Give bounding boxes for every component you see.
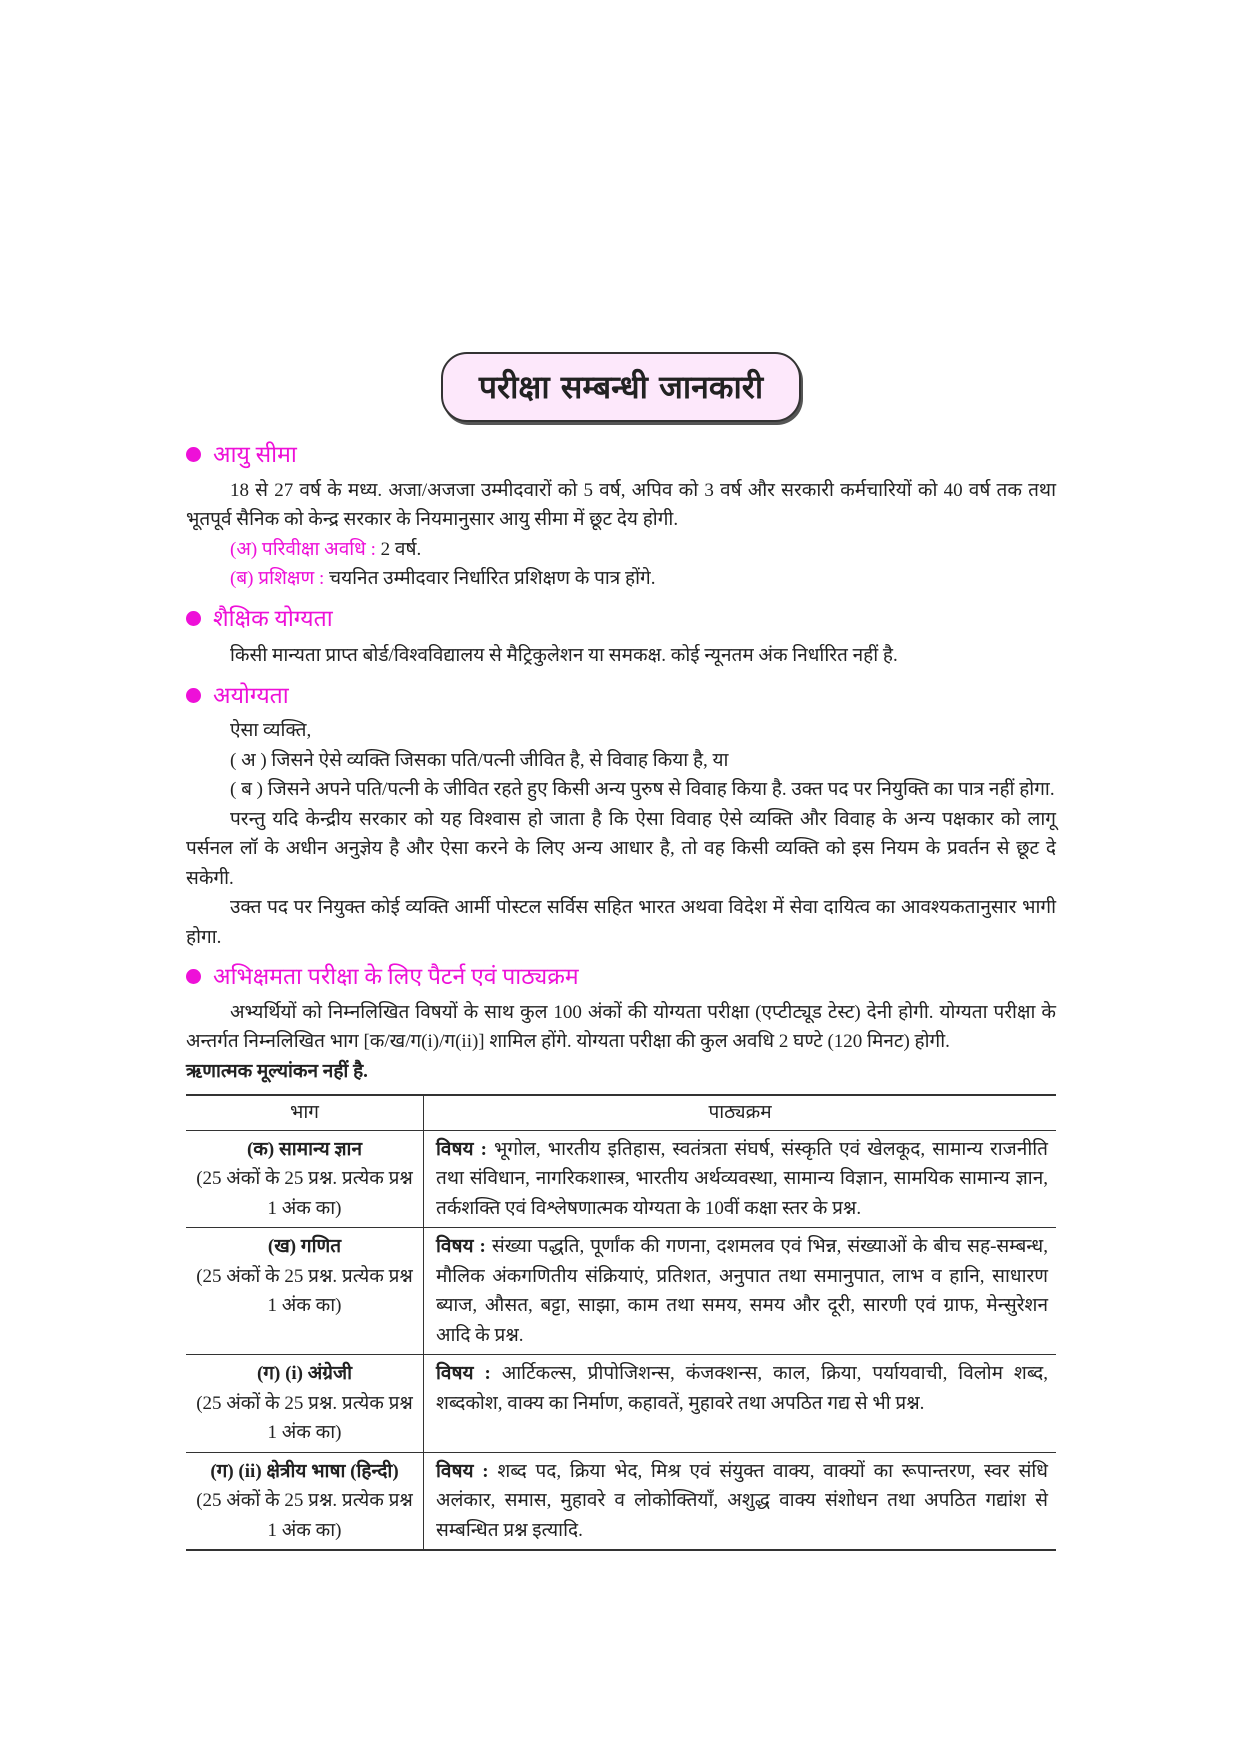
part-cell [186,1228,424,1355]
section-heading-age [186,440,1056,470]
page-title: परीक्षा सम्बन्धी जानकारी [441,352,801,422]
syllabus-text: भूगोल, भारतीय इतिहास, स्वतंत्रता संघर्ष, संस्कृति एवं खेलकूद, सामान्य राजनीति तथा संविधान, नागरिकशास्त्र, भारतीय अर्थव्यवस्था, सामान्य विज्ञान, सामयिक सामान्य ज्ञान, तर्कशक्ति एवं विश्लेषणात्मक योग्यता के 10वीं कक्षा स्तर के प्रश्न. [436,1138,1048,1219]
table-row [186,1130,1056,1228]
part-cell [186,1130,424,1228]
column-header: भाग [186,1095,424,1130]
syllabus-cell [424,1130,1057,1228]
bullet-icon [186,969,201,984]
part-marks: (25 अंकों के 25 प्रश्न. प्रत्येक प्रश्न 1 अंक का) [196,1490,413,1541]
part-name: (ग) (ii) क्षेत्रीय भाषा (हिन्दी) [210,1460,399,1482]
pattern-text: अभ्यर्थियों को निम्नलिखित विषयों के साथ कुल 100 अंकों की योग्यता परीक्षा (एप्टीट्यूड टेस्ट) देनी होगी. योग्यता परीक्षा के अन्तर्गत निम्नलिखित भाग [क/ख/ग(i)/ग(ii)] शामिल होंगे. योग्यता परीक्षा की कुल अवधि 2 घण्टे (120 मिनट) होगी. [186,1001,1056,1052]
training-label: (ब) प्रशिक्षण : [230,568,325,589]
syllabus-table [186,1094,1056,1551]
syllabus-text: आर्टिकल्स, प्रीपोजिशन्स, कंजक्शन्स, काल, क्रिया, पर्यायवाची, विलोम शब्द, शब्दकोश, वाक्य का निर्माण, कहावतें, मुहावरे तथा अपठित गद्य से भी प्रश्न. [436,1363,1048,1414]
syllabus-cell [424,1228,1057,1355]
disq-line: ऐसा व्यक्ति, [230,720,312,741]
heading-text: आयु सीमा [213,442,297,467]
section-heading-disqualification [186,681,1056,711]
part-name: (ग) (i) अंग्रेजी [256,1363,353,1384]
table-row [186,1228,1056,1355]
section-heading-education [186,604,1056,634]
part-marks: (25 अंकों के 25 प्रश्न. प्रत्येक प्रश्न 1 अंक का) [196,1168,413,1219]
syllabus-cell [424,1355,1057,1453]
bullet-icon [186,447,201,462]
pattern-note: ऋणात्मक मूल्यांकन नहीं है. [186,1060,368,1082]
disq-proviso: परन्तु यदि केन्द्रीय सरकार को यह विश्वास हो जाता है कि ऐसा विवाह ऐसे व्यक्ति और विवाह के अन्य पक्षकार को लागू पर्सनल लॉ के अधीन अनुज्ञेय है और ऐसा करने के लिए अन्य आधार है, तो वह किसी व्यक्ति को इस नियम के प्रवर्तन से छूट दे सकेगी. [186,808,1056,889]
probation-value: 2 वर्ष. [375,538,422,560]
heading-text: अभिक्षमता परीक्षा के लिए पैटर्न एवं पाठ्यक्रम [213,964,579,989]
part-name: (क) सामान्य ज्ञान [246,1138,363,1160]
column-header: पाठ्यक्रम [424,1095,1057,1130]
training-value: चयनित उम्मीदवार निर्धारित प्रशिक्षण के पात्र होंगे. [324,568,656,589]
syllabus-label: विषय : [436,1363,491,1384]
probation-label: (अ) परिवीक्षा अवधि : [230,538,376,560]
part-marks: (25 अंकों के 25 प्रश्न. प्रत्येक प्रश्न 1 अंक का) [196,1265,413,1316]
syllabus-label: विषय : [436,1236,486,1257]
syllabus-text: शब्द पद, क्रिया भेद, मिश्र एवं संयुक्त वाक्य, वाक्यों का रूपान्तरण, स्वर संधि अलंकार, समास, मुहावरे व लोकोक्तियाँ, अशुद्ध वाक्य संशोधन तथा अपठित गद्यांश से सम्बन्धित प्रश्न इत्यादि. [436,1460,1048,1541]
part-cell [186,1355,424,1453]
bullet-icon [186,611,201,626]
training-line [186,564,1056,594]
syllabus-text: संख्या पद्धति, पूर्णांक की गणना, दशमलव एवं भिन्न, संख्याओं के बीच सह-सम्बन्ध, मौलिक अंकगणितीय संक्रियाएं, प्रतिशत, अनुपात तथा समानुपात, लाभ व हानि, साधारण ब्याज, औसत, बट्टा, साझा, काम तथा समय, समय और दूरी, सारणी एवं ग्राफ, मेन्सुरेशन आदि के प्रश्न. [436,1236,1048,1346]
heading-text: शैक्षिक योग्यता [213,605,333,631]
part-cell [186,1452,424,1550]
bullet-icon [186,688,201,703]
table-row [186,1355,1056,1453]
section-heading-pattern [186,962,1056,992]
document-page [186,352,1056,1551]
syllabus-label: विषय : [436,1460,489,1482]
disq-line: ( अ ) जिसने ऐसे व्यक्ति जिसका पति/पत्नी जीवित है, से विवाह किया है, या [230,749,729,771]
syllabus-cell [424,1452,1057,1550]
disq-service: उक्त पद पर नियुक्त कोई व्यक्ति आर्मी पोस्टल सर्विस सहित भारत अथवा विदेश में सेवा दायित्व का आवश्यकतानुसार भागी होगा. [186,897,1056,948]
syllabus-label: विषय : [436,1138,487,1160]
part-marks: (25 अंकों के 25 प्रश्न. प्रत्येक प्रश्न 1 अंक का) [196,1392,413,1443]
part-name: (ख) गणित [267,1236,342,1257]
probation-line [186,535,1056,565]
table-row [186,1452,1056,1550]
age-text: 18 से 27 वर्ष के मध्य. अजा/अजजा उम्मीदवारों को 5 वर्ष, अपिव को 3 वर्ष और सरकारी कर्मचारियों को 40 वर्ष तक तथा भूतपूर्व सैनिक को केन्द्र सरकार के नियमानुसार आयु सीमा में छूट देय होगी. [186,479,1056,530]
disq-line: ( ब ) जिसने अपने पति/पत्नी के जीवित रहते हुए किसी अन्य पुरुष से विवाह किया है. उक्त पद पर नियुक्ति का पात्र नहीं होगा. [230,779,1055,800]
heading-text: अयोग्यता [213,682,289,708]
education-text: किसी मान्यता प्राप्त बोर्ड/विश्वविद्यालय से मैट्रिकुलेशन या समकक्ष. कोई न्यूनतम अंक निर्धारित नहीं है. [230,645,898,666]
